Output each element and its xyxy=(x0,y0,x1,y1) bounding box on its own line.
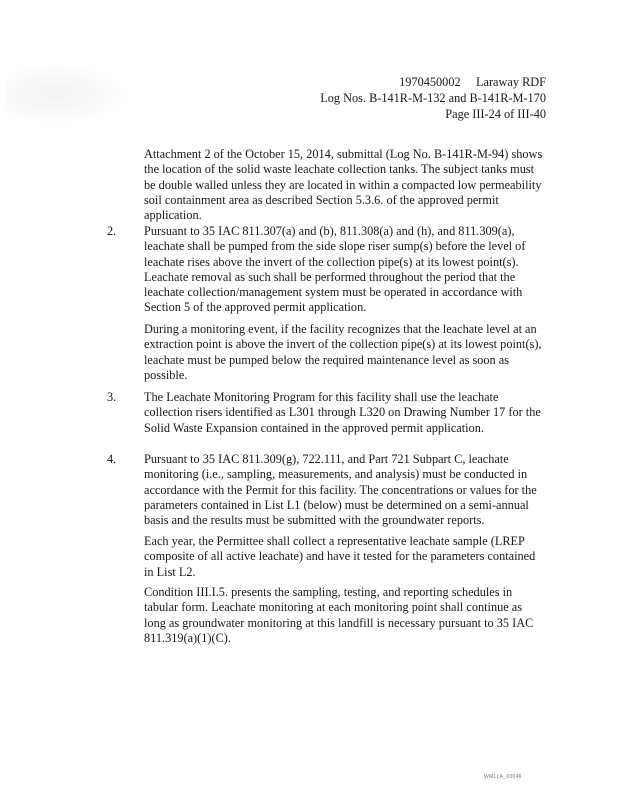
page-header xyxy=(320,74,546,122)
item-number-2: 2. xyxy=(107,224,117,238)
header-permit-line: 1970450002 Laraway RDF xyxy=(399,75,546,89)
intro-paragraph: Attachment 2 of the October 15, 2014, submittal (Log No. B-141R-M-94) shows the location of the solid waste leachate collection tanks. The subject tanks must be double walled unless they are located in within a compacted low permeability soil containment area as described Section 5.3.6. of the approved permit application. xyxy=(144,147,543,223)
item-2-paragraph-2: During a monitoring event, if the facility recognizes that the leachate level at an extraction point is above the invert of the collection pipe(s) at its lowest point(s), leachate must be pumped below the required maintenance level as soon as possible. xyxy=(144,322,542,382)
item-number-3: 3. xyxy=(107,390,117,404)
item-number-4: 4. xyxy=(107,452,117,466)
header-log-line: Log Nos. B-141R-M-132 and B-141R-M-170 xyxy=(320,91,546,105)
scan-artifact xyxy=(6,62,130,126)
item-2-paragraph-1: Pursuant to 35 IAC 811.307(a) and (b), 811.308(a) and (h), and 811.309(a), leachate shall be pumped from the side slope riser sump(s) before the level of leachate rises above the invert of the collection pipe(s) at its lowest point(s). Leachate removal as such shall be performed throughout the period that the leachate collection/management system must be operated in accordance with Section 5 of the approved permit application. xyxy=(144,224,526,315)
item-4-paragraph-3: Condition III.I.5. presents the sampling, testing, and reporting schedules in tabular form. Leachate monitoring at each monitoring point shall continue as long as groundwater monitoring at this landfill is necessary pursuant to 35 IAC 811.319(a)(1)(C). xyxy=(144,585,534,645)
bates-stamp: WMLLA_00046 xyxy=(484,774,522,780)
header-page-line: Page III-24 of III-40 xyxy=(445,107,546,121)
item-3-paragraph-1: The Leachate Monitoring Program for this facility shall use the leachate collection risers identified as L301 through L320 on Drawing Number 17 for the Solid Waste Expansion contained in the approved permit application. xyxy=(144,390,541,435)
item-4-paragraph-2: Each year, the Permittee shall collect a representative leachate sample (LREP composite of all active leachate) and have it tested for the parameters contained in List L2. xyxy=(144,534,536,579)
item-4-paragraph-1: Pursuant to 35 IAC 811.309(g), 722.111, and Part 721 Subpart C, leachate monitoring (i.e., sampling, measurements, and analysis) must be conducted in accordance with the Permit for this facility. The concentrations or values for the parameters contained in List L1 (below) must be determined on a semi-annual basis and the results must be submitted with the groundwater reports. xyxy=(144,452,537,528)
